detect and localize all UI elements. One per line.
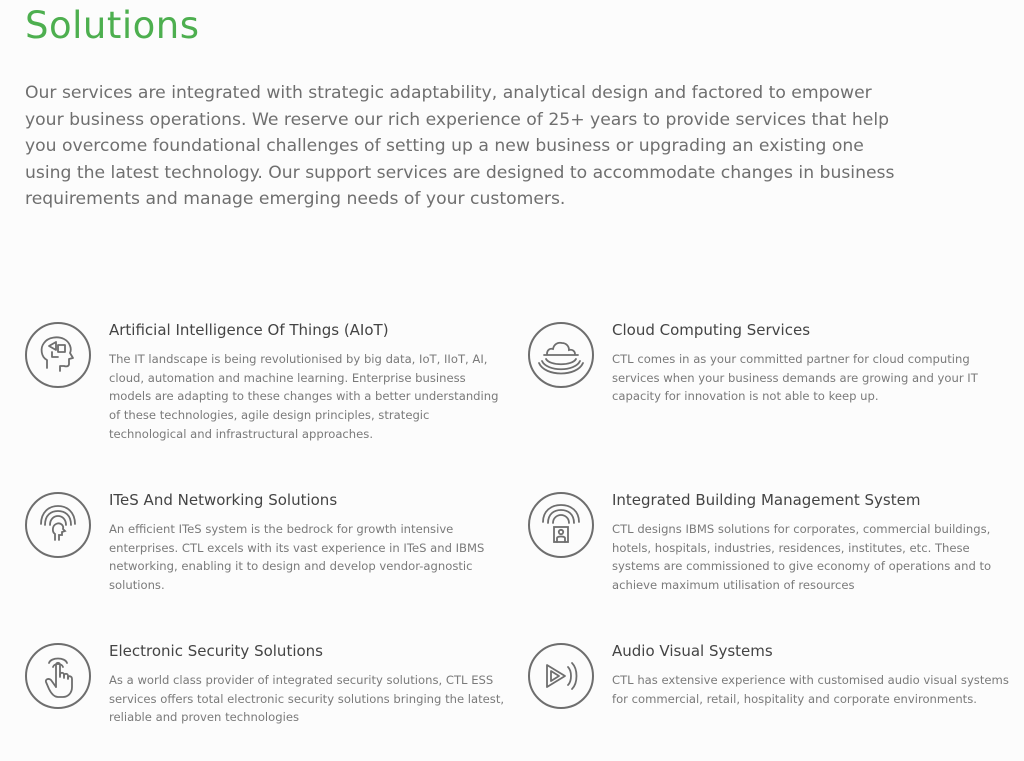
touch-hand-icon	[25, 643, 91, 709]
intro-paragraph: Our services are integrated with strategic adaptability, analytical design and factored to empower your business operations. We reserve our rich experience of 25+ years to provide services that help you overcome foundational challenges of setting up a new business or upgrading an existing one using the latest technology. Our support services are designed to accommodate changes in business requirements and manage emerging needs of your customers.	[25, 83, 895, 209]
solution-title: Artificial Intelligence Of Things (AIoT)	[109, 321, 389, 339]
solution-description: CTL has extensive experience with customised audio visual systems for commercial, retail, hospitality and corporate environments.	[612, 673, 1009, 706]
solution-description: The IT landscape is being revolutionised by big data, IoT, IIoT, AI, cloud, automation and machine learning. Enterprise business models are adapting to these changes with a better understanding of these technologies, agile design principles, strategic technological and infrastructural approaches.	[109, 352, 499, 441]
solution-title: Audio Visual Systems	[612, 642, 773, 660]
solution-title: ITeS And Networking Solutions	[109, 491, 338, 509]
solution-description: As a world class provider of integrated security solutions, CTL ESS services offers total electronic security solutions bringing the latest, reliable and proven technologies	[109, 673, 505, 725]
page-title: Solutions	[25, 4, 200, 47]
solution-description: CTL designs IBMS solutions for corporates, commercial buildings, hotels, hospitals, industries, residences, institutes, etc. These systems are commissioned to give economy of operations and to achieve maximum utilisation of resources	[612, 522, 992, 593]
solution-description: An efficient ITeS system is the bedrock for growth intensive enterprises. CTL excels with its vast experience in ITeS and IBMS networking, enabling it to design and develop vendor-agnostic solutions.	[109, 522, 485, 593]
solution-title: Electronic Security Solutions	[109, 642, 323, 660]
solution-title: Integrated Building Management System	[612, 491, 921, 509]
signal-head-icon	[25, 492, 91, 558]
solution-title: Cloud Computing Services	[612, 321, 811, 339]
play-sound-icon	[528, 643, 594, 709]
solution-description: CTL comes in as your committed partner for cloud computing services when your business demands are growing and your IT capacity for innovation is not able to keep up.	[612, 352, 978, 404]
ai-head-icon	[25, 322, 91, 388]
cloud-icon	[528, 322, 594, 388]
building-signal-icon	[528, 492, 594, 558]
